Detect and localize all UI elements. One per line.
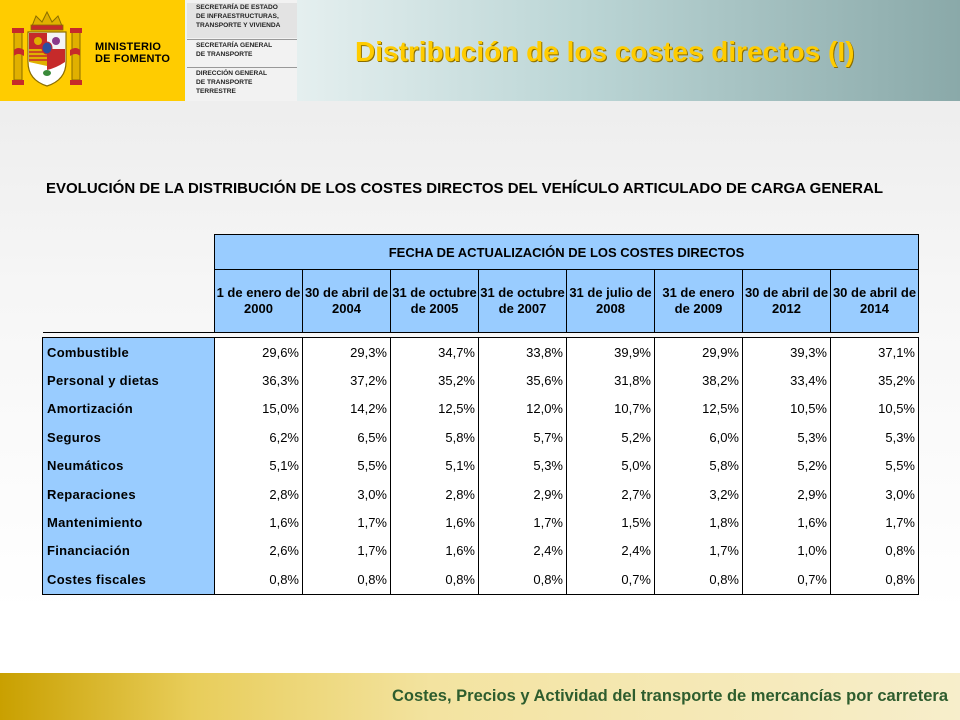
table-cell: 5,5% (831, 452, 919, 480)
row-label: Mantenimiento (43, 508, 215, 536)
table-cell: 34,7% (391, 338, 479, 367)
footer-bar (0, 673, 960, 720)
general-directorate (187, 69, 297, 101)
table-heading: EVOLUCIÓN DE LA DISTRIBUCIÓN DE LOS COSTES DIRECTOS DEL VEHÍCULO ARTICULADO DE CARGA GENERAL (46, 180, 883, 197)
table-cell: 33,4% (743, 366, 831, 394)
directorate-line: DE TRANSPORTE (196, 79, 253, 86)
table-cell: 3,2% (655, 480, 743, 508)
row-label: Neumáticos (43, 452, 215, 480)
column-header: 30 de abril de 2012 (743, 270, 831, 333)
table-cell: 1,0% (743, 537, 831, 565)
table-cell: 2,7% (567, 480, 655, 508)
row-label: Combustible (43, 338, 215, 367)
table-cell: 0,8% (215, 565, 303, 594)
ministry-line-2: DE FOMENTO (95, 53, 171, 65)
table-cell: 1,6% (391, 537, 479, 565)
table-cell: 35,2% (831, 366, 919, 394)
row-label: Personal y dietas (43, 366, 215, 394)
table-cell: 5,2% (567, 423, 655, 451)
column-header: 31 de enero de 2009 (655, 270, 743, 333)
row-label: Seguros (43, 423, 215, 451)
ministry-line-1: MINISTERIO (95, 41, 162, 53)
table-cell: 37,1% (831, 338, 919, 367)
table-cell: 2,6% (215, 537, 303, 565)
secretariat-column (187, 0, 297, 101)
secretariat-state-line: TRANSPORTE Y VIVIENDA (196, 22, 281, 29)
coat-of-arms-icon (12, 10, 82, 92)
row-label: Reparaciones (43, 480, 215, 508)
table-cell: 39,9% (567, 338, 655, 367)
table-cell: 2,4% (479, 537, 567, 565)
table-cell: 3,0% (831, 480, 919, 508)
table-cell: 0,8% (831, 537, 919, 565)
table-cell: 6,5% (303, 423, 391, 451)
footer-text: Costes, Precios y Actividad del transporte de mercancías por carretera (391, 687, 948, 705)
table-cell: 1,7% (303, 508, 391, 536)
table-cell: 33,8% (479, 338, 567, 367)
table-cell: 1,8% (655, 508, 743, 536)
table-cell: 1,7% (655, 537, 743, 565)
table-cell: 0,8% (391, 565, 479, 594)
table-row (43, 480, 919, 508)
table-cell: 2,9% (743, 480, 831, 508)
table-cell: 0,7% (567, 565, 655, 594)
divider (187, 67, 297, 68)
table-cell: 31,8% (567, 366, 655, 394)
table-cell: 5,3% (831, 423, 919, 451)
table-cell: 12,0% (479, 395, 567, 423)
table-row (43, 338, 919, 367)
table-cell: 35,6% (479, 366, 567, 394)
table-cell: 10,5% (831, 395, 919, 423)
row-label: Amortización (43, 395, 215, 423)
general-secretariat-line: DE TRANSPORTE (196, 51, 253, 58)
table-cell: 14,2% (303, 395, 391, 423)
super-header: FECHA DE ACTUALIZACIÓN DE LOS COSTES DIRECTOS (215, 235, 919, 270)
table-cell: 5,2% (743, 452, 831, 480)
table-cell: 1,7% (831, 508, 919, 536)
table-cell: 12,5% (655, 395, 743, 423)
table-cell: 29,6% (215, 338, 303, 367)
directorate-line: TERRESTRE (196, 88, 236, 95)
table-cell: 15,0% (215, 395, 303, 423)
table-cell: 1,7% (303, 537, 391, 565)
secretariat-state-line: SECRETARÍA DE ESTADO (196, 4, 278, 11)
table-cell: 2,9% (479, 480, 567, 508)
table-cell: 0,8% (479, 565, 567, 594)
empty-corner-cell (43, 270, 215, 333)
table-cell: 2,4% (567, 537, 655, 565)
table-cell: 35,2% (391, 366, 479, 394)
table-row (43, 452, 919, 480)
column-header: 1 de enero de 2000 (215, 270, 303, 333)
column-header: 31 de octubre de 2005 (391, 270, 479, 333)
table-cell: 0,8% (303, 565, 391, 594)
table-row (43, 508, 919, 536)
secretariat-of-state (187, 3, 297, 38)
table-cell: 6,2% (215, 423, 303, 451)
table-cell: 5,1% (391, 452, 479, 480)
table-cell: 6,0% (655, 423, 743, 451)
ministry-name (95, 41, 170, 65)
table-row (43, 537, 919, 565)
slide-title: Distribución de los costes directos (I) (355, 36, 855, 67)
table-cell: 5,3% (479, 452, 567, 480)
table-cell: 12,5% (391, 395, 479, 423)
table-cell: 5,8% (391, 423, 479, 451)
cost-distribution-table (42, 234, 919, 595)
column-header: 31 de octubre de 2007 (479, 270, 567, 333)
table-cell: 38,2% (655, 366, 743, 394)
general-secretariat (187, 41, 297, 66)
table-cell: 0,7% (743, 565, 831, 594)
table-cell: 1,6% (391, 508, 479, 536)
table-cell: 2,8% (215, 480, 303, 508)
table-cell: 3,0% (303, 480, 391, 508)
table-cell: 5,1% (215, 452, 303, 480)
table-cell: 2,8% (391, 480, 479, 508)
table-cell: 29,3% (303, 338, 391, 367)
table-row (43, 565, 919, 594)
table-body (43, 338, 919, 595)
divider (187, 39, 297, 40)
column-header: 31 de julio de 2008 (567, 270, 655, 333)
table-cell: 5,3% (743, 423, 831, 451)
directorate-line: DIRECCIÓN GENERAL (196, 70, 268, 77)
row-label: Financiación (43, 537, 215, 565)
row-label: Costes fiscales (43, 565, 215, 594)
table-row (43, 423, 919, 451)
table-cell: 5,0% (567, 452, 655, 480)
table-cell: 0,8% (655, 565, 743, 594)
table-cell: 5,8% (655, 452, 743, 480)
column-header: 30 de abril de 2014 (831, 270, 919, 333)
table-cell: 1,6% (215, 508, 303, 536)
empty-corner-cell (43, 235, 215, 270)
table-cell: 0,8% (831, 565, 919, 594)
table-cell: 37,2% (303, 366, 391, 394)
table-cell: 5,5% (303, 452, 391, 480)
table-cell: 1,7% (479, 508, 567, 536)
table-cell: 39,3% (743, 338, 831, 367)
secretariat-state-line: DE INFRAESTRUCTURAS, (196, 13, 279, 20)
table-cell: 1,6% (743, 508, 831, 536)
table-row (43, 366, 919, 394)
table-row (43, 395, 919, 423)
table-cell: 10,5% (743, 395, 831, 423)
ministry-logo-block (0, 0, 185, 101)
table-cell: 1,5% (567, 508, 655, 536)
header-bar (0, 0, 960, 101)
table-cell: 5,7% (479, 423, 567, 451)
table-cell: 10,7% (567, 395, 655, 423)
table-cell: 36,3% (215, 366, 303, 394)
table-cell: 29,9% (655, 338, 743, 367)
general-secretariat-line: SECRETARÍA GENERAL (196, 42, 273, 49)
column-header: 30 de abril de 2004 (303, 270, 391, 333)
